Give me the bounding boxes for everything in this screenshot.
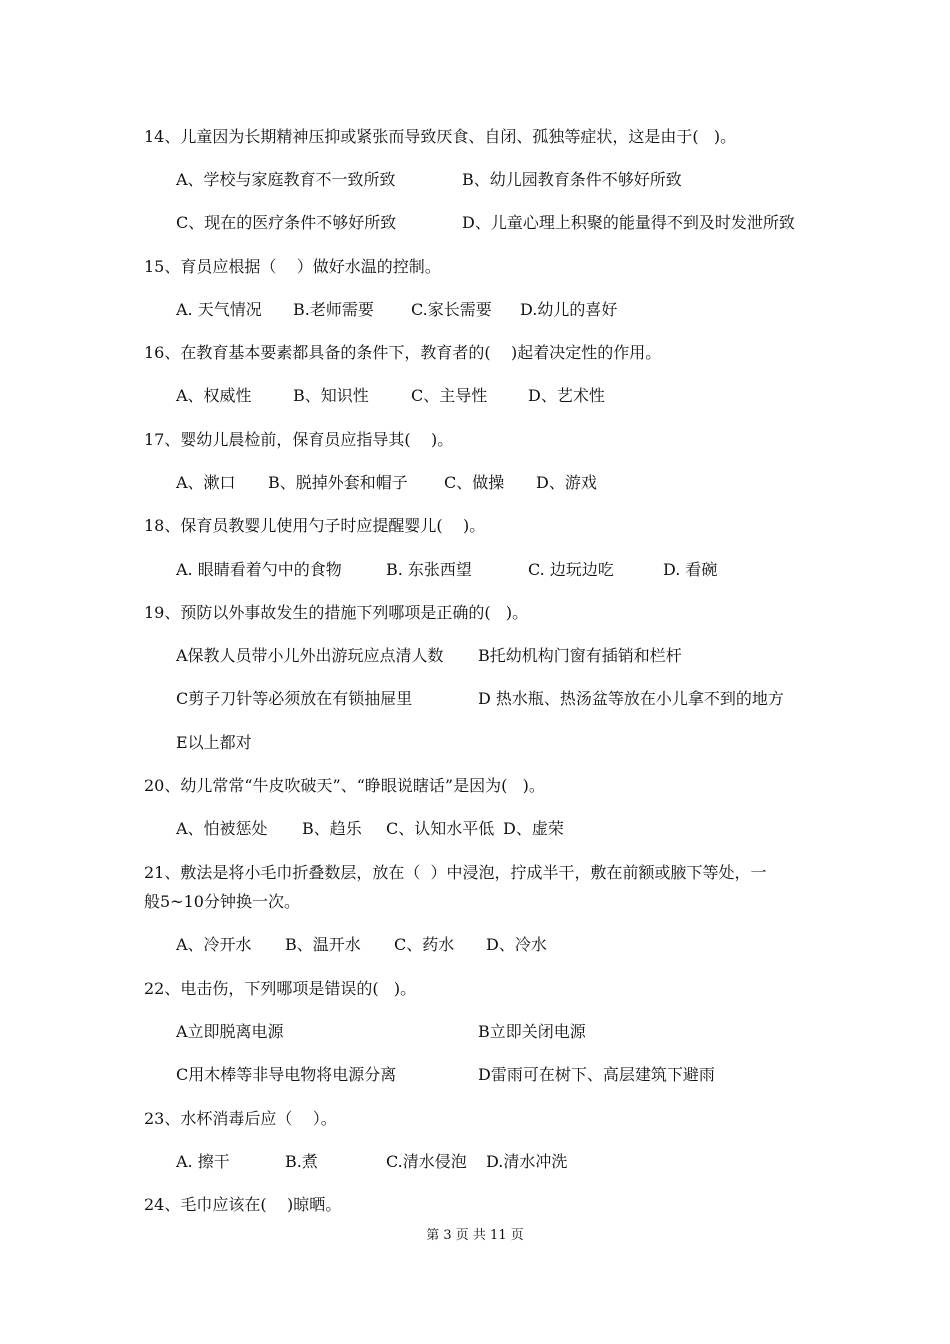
question-19: 19、预防以外事故发生的措施下列哪项是正确的( )。	[144, 603, 529, 622]
option-19-a: A保教人员带小儿外出游玩应点清人数	[176, 646, 444, 665]
option-23-a: A. 擦干	[176, 1152, 230, 1171]
option-16-d: D、艺术性	[528, 386, 605, 405]
option-22-d: D雷雨可在树下、高层建筑下避雨	[478, 1065, 715, 1084]
option-19-b: B托幼机构门窗有插销和栏杆	[478, 646, 682, 665]
option-17-b: B、脱掉外套和帽子	[268, 473, 408, 492]
option-16-a: A、权威性	[176, 386, 252, 405]
question-18: 18、保育员教婴儿使用勺子时应提醒婴儿( )。	[144, 516, 486, 535]
question-24: 24、毛巾应该在( )晾晒。	[144, 1195, 342, 1214]
option-20-a: A、怕被惩处	[176, 819, 268, 838]
option-23-b: B.煮	[285, 1152, 318, 1171]
question-15: 15、育员应根据（ ）做好水温的控制。	[144, 257, 441, 276]
option-17-d: D、游戏	[536, 473, 597, 492]
option-22-c: C用木棒等非导电物将电源分离	[176, 1065, 397, 1084]
option-19-e: E以上都对	[176, 733, 252, 752]
question-21-cont: 般5~10分钟换一次。	[144, 892, 300, 911]
option-15-d: D.幼儿的喜好	[520, 300, 618, 319]
option-16-b: B、知识性	[293, 386, 369, 405]
option-14-d: D、儿童心理上积聚的能量得不到及时发泄所致	[462, 213, 795, 232]
question-17: 17、婴幼儿晨检前，保育员应指导其( )。	[144, 430, 454, 449]
option-23-c: C.清水侵泡	[386, 1152, 467, 1171]
option-15-b: B.老师需要	[293, 300, 374, 319]
option-20-c: C、认知水平低	[386, 819, 495, 838]
option-21-c: C、药水	[394, 935, 455, 954]
option-15-c: C.家长需要	[411, 300, 492, 319]
option-21-b: B、温开水	[285, 935, 361, 954]
option-17-a: A、漱口	[176, 473, 236, 492]
option-15-a: A. 天气情况	[176, 300, 262, 319]
question-20: 20、幼儿常常“牛皮吹破天”、“睁眼说瞎话”是因为( )。	[144, 776, 545, 795]
question-16: 16、在教育基本要素都具备的条件下，教育者的( )起着决定性的作用。	[144, 343, 662, 362]
option-19-d: D 热水瓶、热汤盆等放在小儿拿不到的地方	[478, 689, 784, 708]
question-21: 21、敷法是将小毛巾折叠数层，放在（ ）中浸泡，拧成半干，敷在前额或腋下等处，一	[144, 863, 767, 882]
option-18-d: D. 看碗	[663, 560, 718, 579]
option-17-c: C、做操	[444, 473, 505, 492]
option-18-a: A. 眼睛看着勺中的食物	[176, 560, 342, 579]
option-14-c: C、现在的医疗条件不够好所致	[176, 213, 397, 232]
option-21-a: A、冷开水	[176, 935, 252, 954]
page-footer: 第 3 页 共 11 页	[426, 1228, 524, 1243]
option-19-c: C剪子刀针等必须放在有锁抽屉里	[176, 689, 413, 708]
option-14-b: B、幼儿园教育条件不够好所致	[462, 170, 682, 189]
question-14: 14、儿童因为长期精神压抑或紧张而导致厌食、自闭、孤独等症状，这是由于( )。	[144, 127, 737, 146]
option-21-d: D、冷水	[486, 935, 547, 954]
question-22: 22、电击伤，下列哪项是错误的( )。	[144, 979, 417, 998]
option-22-b: B立即关闭电源	[478, 1022, 586, 1041]
option-18-c: C. 边玩边吃	[528, 560, 614, 579]
question-23: 23、水杯消毒后应（ ）。	[144, 1109, 337, 1128]
option-16-c: C、主导性	[411, 386, 488, 405]
option-14-a: A、学校与家庭教育不一致所致	[176, 170, 396, 189]
option-23-d: D.清水冲洗	[486, 1152, 568, 1171]
option-22-a: A立即脱离电源	[176, 1022, 284, 1041]
option-18-b: B. 东张西望	[386, 560, 472, 579]
option-20-b: B、趋乐	[302, 819, 362, 838]
option-20-d: D、虚荣	[503, 819, 564, 838]
